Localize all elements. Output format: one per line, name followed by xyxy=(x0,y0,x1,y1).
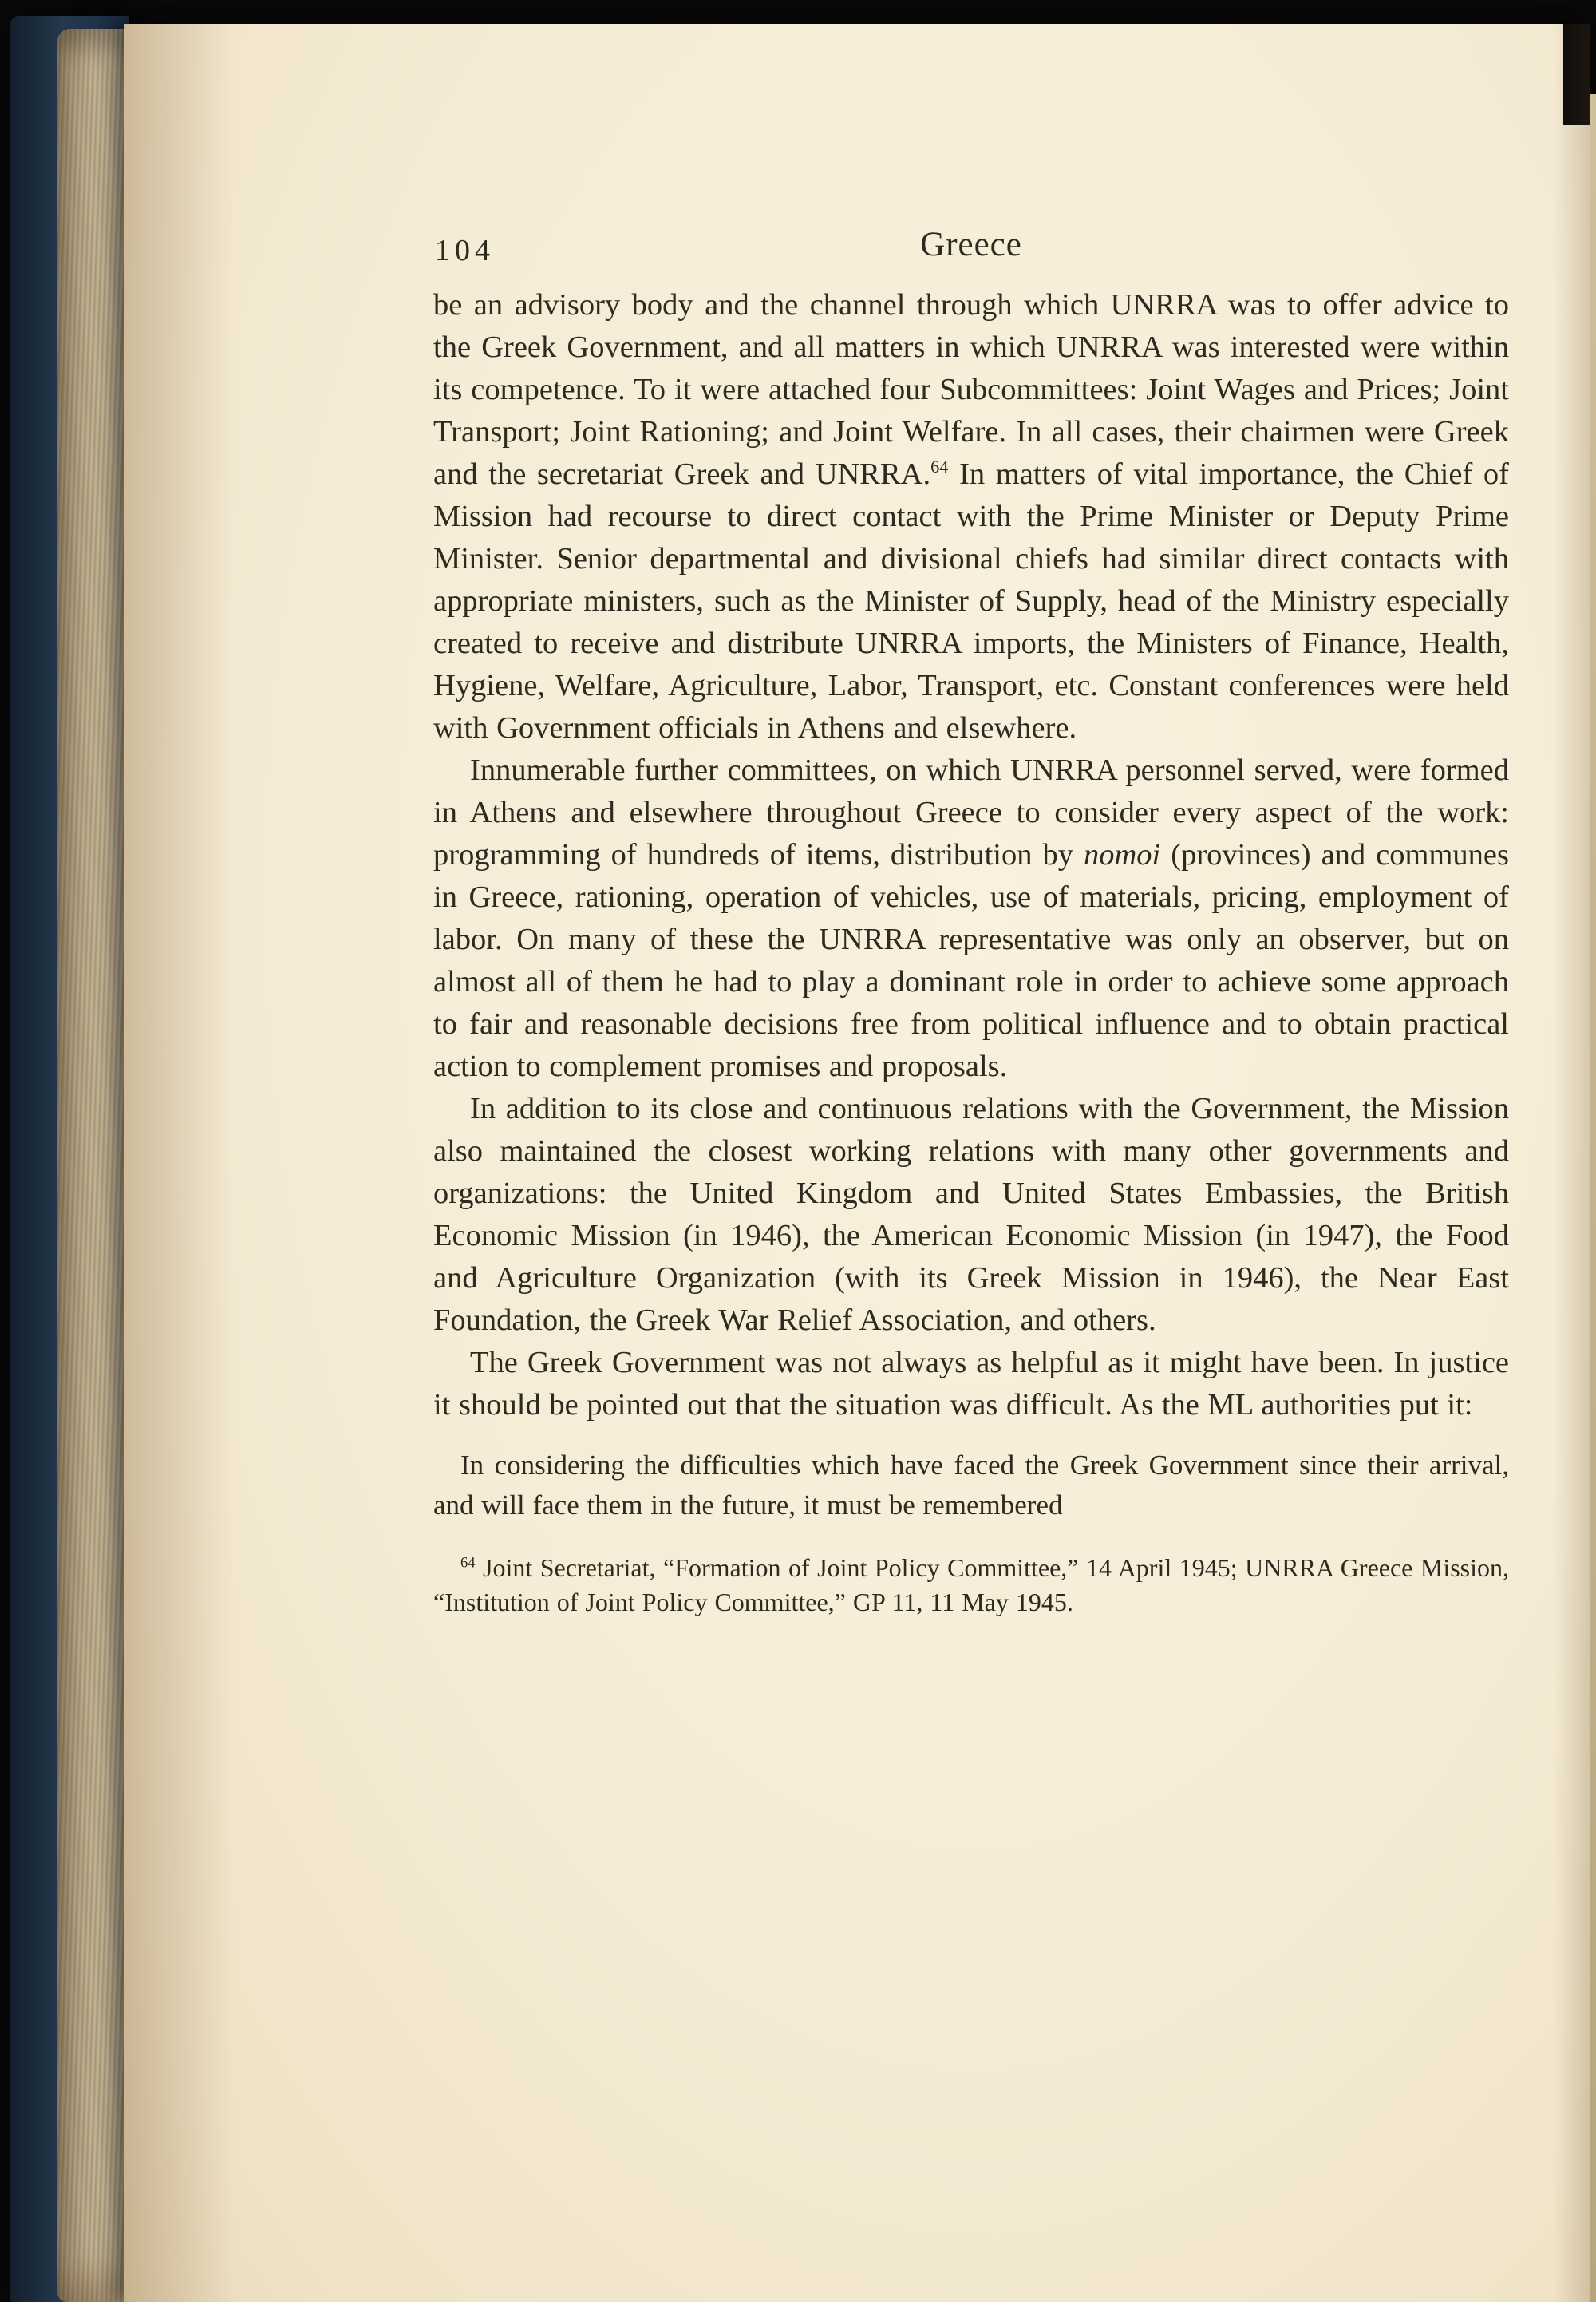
footnote-text: Joint Secretariat, “Formation of Joint Policy Committee,” 14 April 1945; UNRRA Greece Mission, “Institution of Joint Policy Committee,” GP 11, 11 May 1945. xyxy=(433,1553,1509,1616)
text-segment: In matters of vital importance, the Chief of Mission had recourse to direct contact with the Prime Minister or Deputy Prime Minister. Senior departmental and divisional chiefs had similar direct contacts with appropriate ministers, such as the Minister of Supply, head of the Ministry especially created to receive and distribute UNRRA imports, the Ministers of Finance, Health, Hygiene, Welfare, Agriculture, Labor, Transport, etc. Constant conferences were held with Government officials in Athens and elsewhere. xyxy=(433,457,1509,745)
text-segment: Innumerable further committees, on which UNRRA personnel served, were formed in Athens and elsewhere throughout Greece to consider every aspect of the work: programming of hundreds of items, distribution by xyxy=(433,753,1509,872)
footnote xyxy=(433,1551,1509,1620)
paragraph-2 xyxy=(433,750,1509,1088)
text-block xyxy=(433,225,1509,1620)
running-head: Greece xyxy=(920,226,1022,263)
photo-corner-shadow xyxy=(1563,24,1590,125)
paragraph-1 xyxy=(433,284,1509,750)
italic-term: nomoi xyxy=(1084,838,1161,872)
page-number: 104 xyxy=(435,234,495,267)
text-segment: (provinces) and communes in Greece, rationing, operation of vehicles, use of materials, pricing, employment of labor. On many of these the UNRRA representative was only an observer, but on almost all of them he had to play a dominant role in order to achieve some approach to fair and reasonable decisions free from political influence and to obtain practical action to complement promises and proposals. xyxy=(433,838,1509,1083)
paragraph-3: In addition to its close and continuous relations with the Government, the Mission also maintained the closest working relations with many other governments and organizations: the United Kingdom and United States Embassies, the British Economic Mission (in 1946), the American Economic Mission (in 1947), the Food and Agriculture Organization (with its Greek Mission in 1946), the Near East Foundation, the Greek War Relief Association, and others. xyxy=(433,1092,1509,1337)
footnote-marker: 64 xyxy=(460,1554,476,1572)
footnote-marker: 64 xyxy=(930,457,949,477)
right-page-edge xyxy=(1590,94,1596,2302)
block-quote: In considering the difficulties which have faced the Greek Government since their arrival, and will face them in the future, it must be remembered xyxy=(433,1450,1509,1521)
book-page xyxy=(124,24,1590,2302)
page-header xyxy=(433,225,1509,267)
paragraph-4: The Greek Government was not always as helpful as it might have been. In justice it should be pointed out that the situation was difficult. As the ML authorities put it: xyxy=(433,1346,1509,1422)
text-segment: be an advisory body and the channel through which UNRRA was to offer advice to the Greek Government, and all matters in which UNRRA was interested were within its competence. To it were attached four Subcommittees: Joint Wages and Prices; Joint Transport; Joint Rationing; and Joint Welfare. In all cases, their chairmen were Greek and the secretariat Greek and UNRRA. xyxy=(433,288,1509,491)
